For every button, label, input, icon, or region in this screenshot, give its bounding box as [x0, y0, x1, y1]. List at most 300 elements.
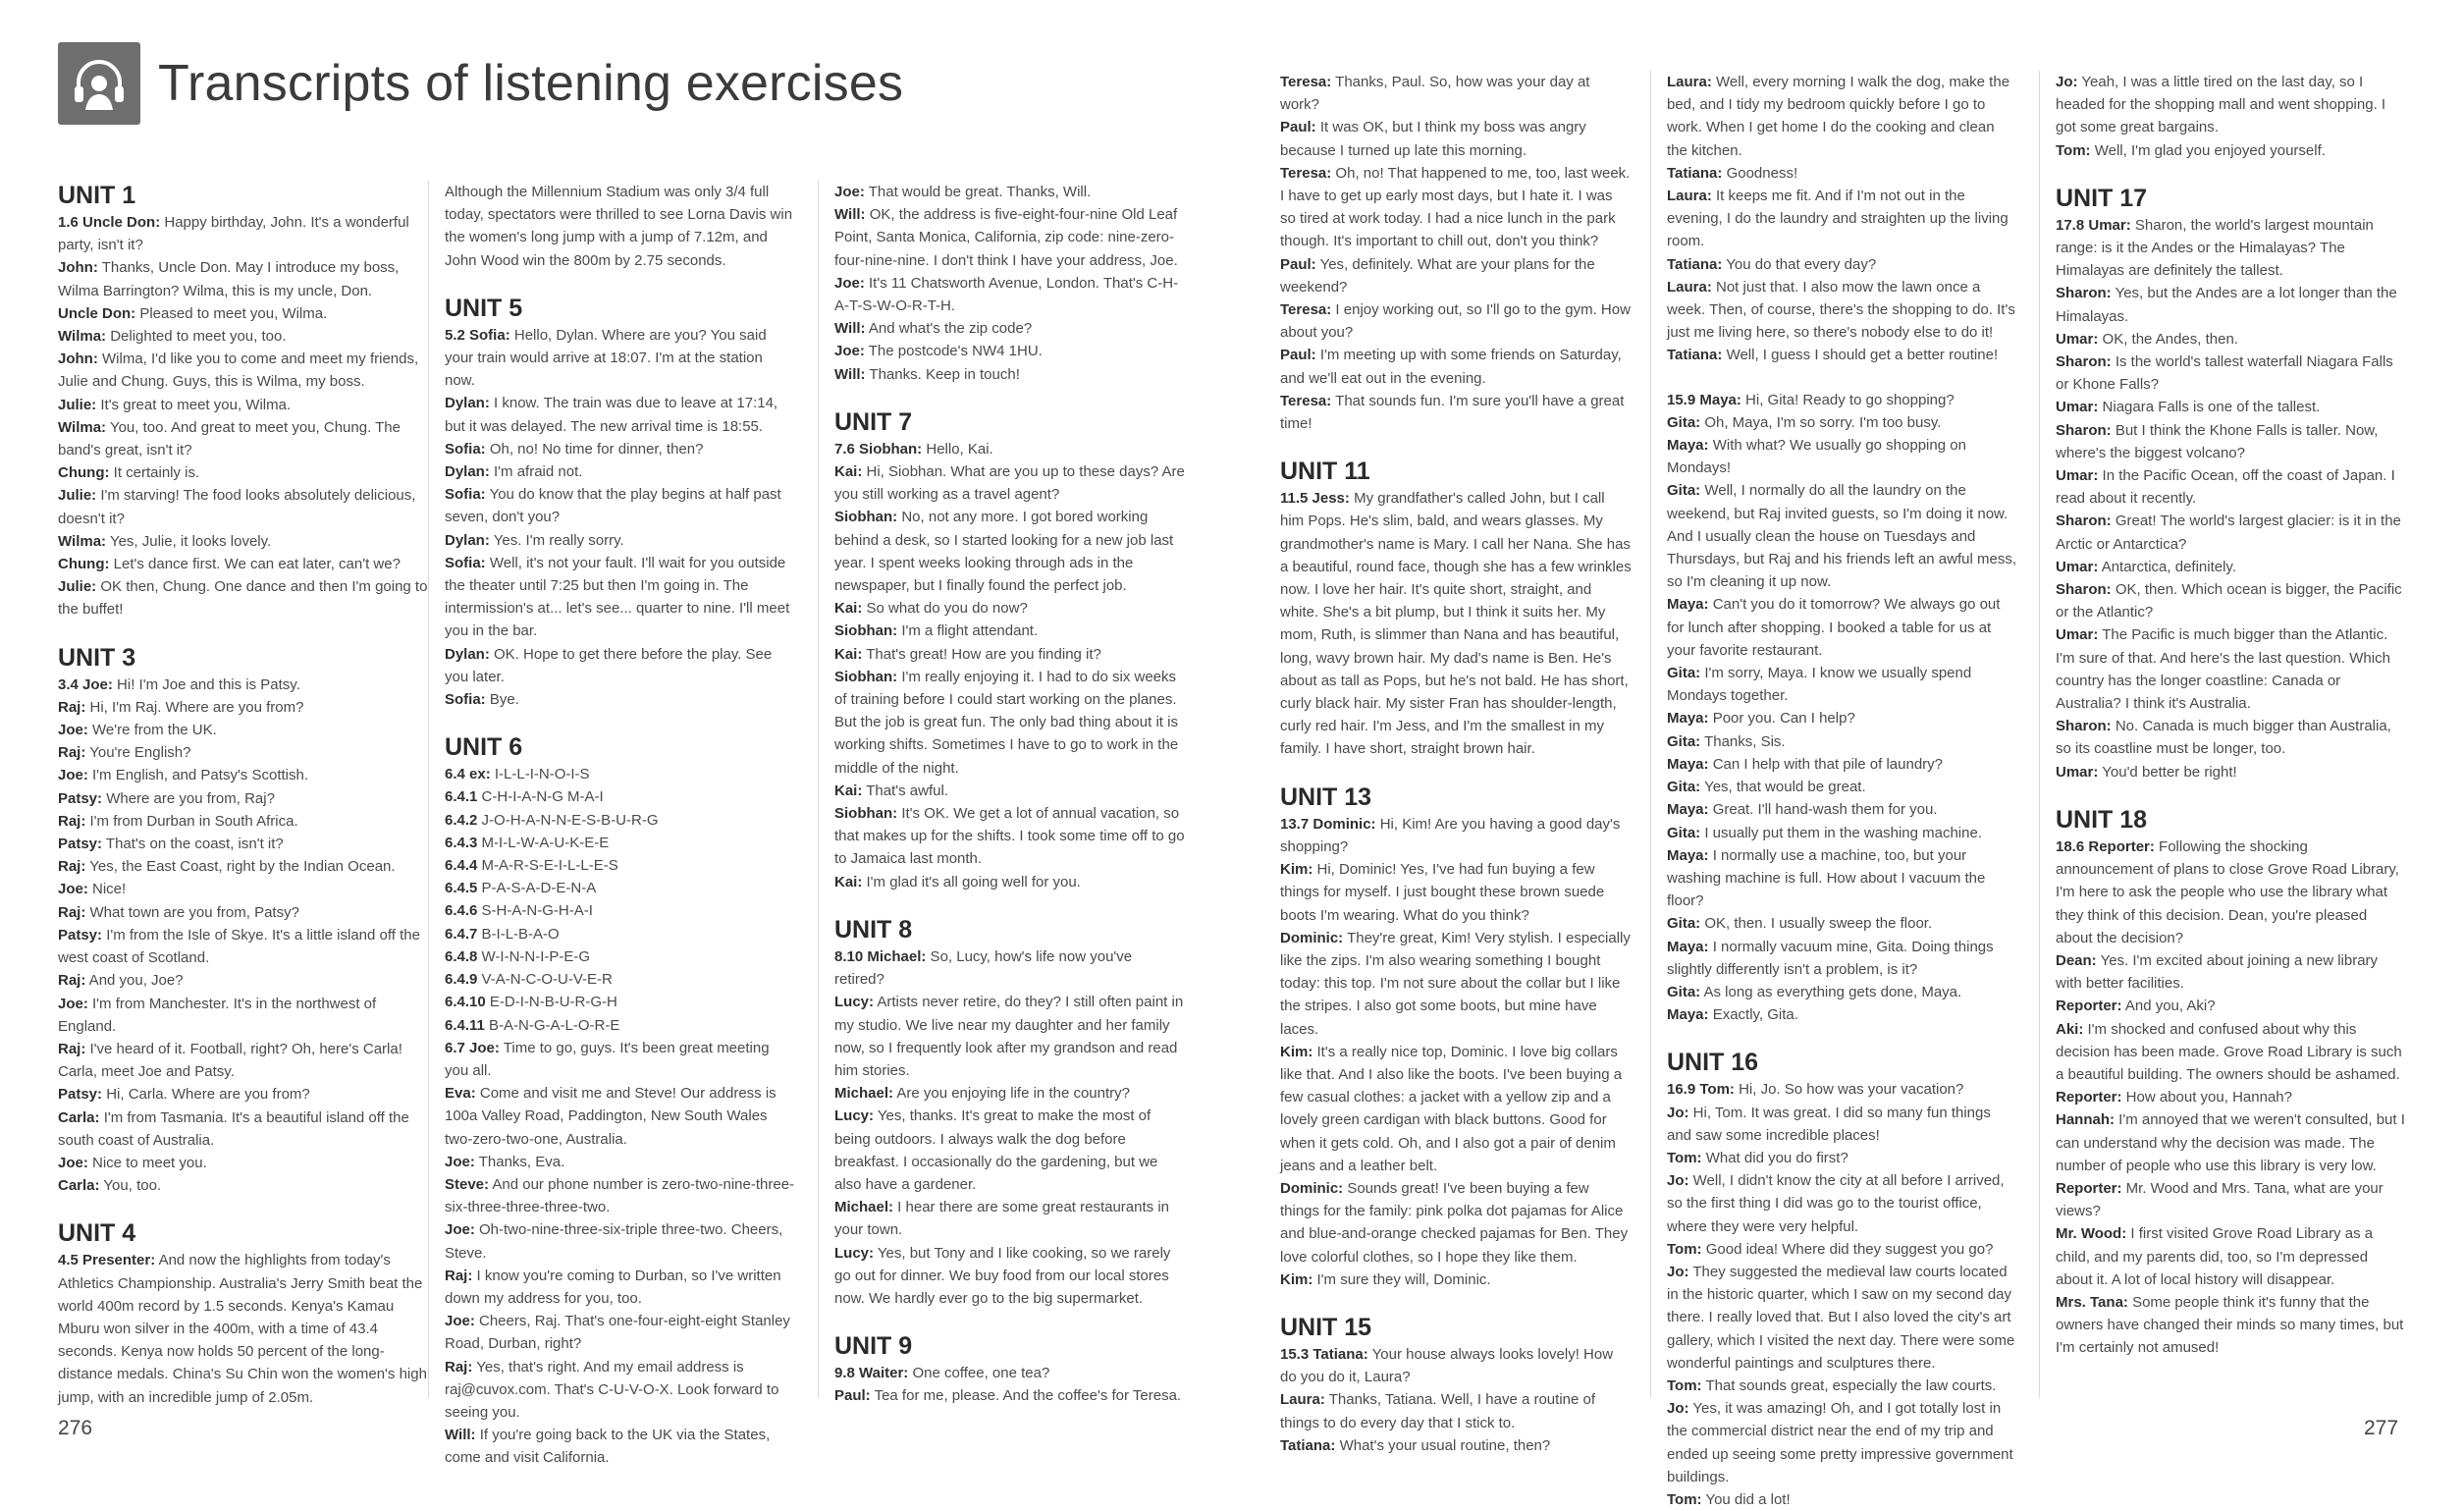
speaker-label: Maya: [1667, 437, 1709, 455]
spoken-text: Thanks, Eva. [474, 1153, 565, 1170]
transcript-line [58, 810, 431, 833]
spoken-text: Are you enjoying life in the country? [893, 1085, 1130, 1103]
speaker-label: Umar: [2056, 558, 2099, 575]
speaker-label: 6.4.5 [445, 880, 478, 897]
transcript-line [58, 1083, 431, 1106]
transcript-line [834, 991, 1186, 1082]
speaker-label: Tom: [1667, 1240, 1702, 1258]
speaker-label: Jo: [1667, 1400, 1689, 1418]
speaker-label: Sharon: [2056, 285, 2112, 302]
spoken-text: Thanks, Uncle Don. May I introduce my boss, Wilma Barrington? Wilma, this is my uncle, Don. [58, 259, 400, 299]
spoken-text: What did you do first? [1701, 1149, 1848, 1166]
spoken-text: B-I-L-B-A-O [477, 925, 560, 943]
spoken-text: I'm from Tasmania. It's a beautiful island off the south coast of Australia. [58, 1108, 409, 1149]
transcript-line [445, 968, 796, 991]
spoken-text: Oh-two-nine-three-six-triple three-two. Cheers, Steve. [445, 1221, 783, 1262]
spoken-text: If you're going back to the UK via the States, come and visit California. [445, 1427, 771, 1467]
spoken-text: E-D-I-N-B-U-R-G-H [485, 994, 617, 1011]
transcript-line [834, 643, 1186, 666]
spoken-text: That would be great. Thanks, Will. [864, 184, 1092, 200]
spoken-text: And what's the zip code? [865, 320, 1033, 338]
spoken-text: M-A-R-S-E-I-L-L-E-S [477, 857, 618, 875]
transcript-line [58, 553, 431, 575]
spoken-text: And you, Aki? [2121, 998, 2216, 1015]
spoken-text: I'm starving! The food looks absolutely delicious, doesn't it? [58, 487, 416, 527]
transcript-line [2056, 761, 2407, 783]
transcript-line [58, 325, 431, 348]
speaker-label: Kai: [834, 600, 863, 618]
transcript-line [1667, 185, 2018, 253]
spoken-text: That's awful. [862, 782, 948, 799]
unit-heading: UNIT 5 [445, 294, 523, 322]
transcript-line [2056, 328, 2407, 351]
speaker-label: Laura: [1667, 278, 1712, 296]
speaker-label: Sofia: [445, 440, 486, 458]
speaker-label: Carla: [58, 1177, 100, 1195]
spoken-text: And you, Joe? [85, 972, 184, 990]
transcript-line [58, 1038, 431, 1083]
spoken-text: Hi, Siobhan. What are you up to these days? Are you still working as a travel agent? [834, 463, 1185, 504]
spoken-text: Wilma, I'd like you to come and meet my friends, Julie and Chung. Guys, this is Wilma, my boss. [58, 351, 419, 391]
transcript-line [1667, 1147, 2018, 1169]
spoken-text: So what do you do now? [862, 600, 1028, 618]
speaker-label: Maya: [1667, 801, 1709, 819]
speaker-label: Paul: [1280, 255, 1316, 273]
transcript-line [1280, 1343, 1632, 1388]
spoken-text: Where are you from, Raj? [102, 789, 275, 807]
transcript-line [58, 1106, 431, 1152]
speaker-label: Umar: [2056, 399, 2099, 416]
spoken-text: It's 11 Chatsworth Avenue, London. That's C-H-A-T-S-W-O-R-T-H. [834, 274, 1179, 315]
spoken-text: With what? We usually go shopping on Mondays! [1667, 437, 1966, 477]
speaker-label: 11.5 Jess: [1280, 490, 1350, 508]
transcript-line [58, 211, 431, 256]
spoken-text: I'm from the Isle of Skye. It's a little island off the west coast of Scotland. [58, 926, 420, 967]
speaker-label: Patsy: [58, 1086, 103, 1104]
spoken-text: Hello, Kai. [922, 440, 993, 458]
speaker-label: Wilma: [58, 418, 107, 436]
transcript-line [2056, 949, 2407, 995]
speaker-label: 1.6 Uncle Don: [58, 214, 161, 231]
transcript-line [445, 438, 796, 460]
transcript-line [2056, 715, 2407, 760]
speaker-label: 6.7 Joe: [445, 1039, 500, 1056]
transcript-line [445, 324, 796, 393]
transcript-line [2056, 556, 2407, 578]
transcript-line [1667, 776, 2018, 798]
speaker-label: Joe: [834, 274, 865, 292]
transcript-line [1667, 593, 2018, 662]
spoken-text: They suggested the medieval law courts located in the historic quarter, which I saw on my second day there. I really loved that. But I also loved the city's art gallery, which I visited the next day. There were some wonderful paintings and sculptures there. [1667, 1263, 2015, 1372]
spoken-text: Hello, Dylan. Where are you? You said your train would arrive at 18:07. I'm at the station now. [445, 326, 767, 390]
transcript-line [445, 945, 796, 968]
spoken-text: Is the world's tallest waterfall Niagara Falls or Khone Falls? [2056, 353, 2393, 394]
speaker-label: 6.4.1 [445, 788, 478, 806]
speaker-label: Joe: [58, 881, 88, 898]
spoken-text: I'm annoyed that we weren't consulted, but I can understand why the decision was made. The number of people who use this library is very low. [2056, 1111, 2405, 1174]
transcript-line [58, 787, 431, 810]
spoken-text: Yes, thanks. It's great to make the most of being outdoors. I always walk the dog before breakfast. I occasionally do the gardening, but we also have a gardener. [834, 1107, 1158, 1193]
speaker-label: Kim: [1280, 861, 1313, 879]
spoken-text: It was OK, but I think my boss was angry because I turned up late this morning. [1280, 119, 1586, 159]
transcript-line [2056, 836, 2407, 949]
spoken-text: OK, then. I usually sweep the floor. [1700, 915, 1933, 933]
speaker-label: Julie: [58, 396, 97, 413]
speaker-label: Reporter: [2056, 1089, 2122, 1106]
speaker-label: Gita: [1667, 983, 1701, 1000]
transcript-line [1280, 1434, 1632, 1457]
spoken-text: That sounds great, especially the law courts. [1701, 1376, 1997, 1394]
transcript-line [1667, 753, 2018, 776]
spoken-text: Yeah, I was a little tired on the last day, so I headed for the shopping mall and went shopping. I got some great bargains. [2056, 74, 2386, 136]
spoken-text: They're great, Kim! Very stylish. I especially like the zips. I'm also wearing something I bought today: this top. I'm not sure about the collar but I like the stripes. I also got some boots, but mine have laces. [1280, 929, 1631, 1038]
transcript-line [1667, 1238, 2018, 1261]
transcript-line [834, 1362, 1186, 1384]
transcript-column-5 [1650, 71, 2018, 1508]
speaker-label: Will: [834, 206, 866, 224]
speaker-label: 16.9 Tom: [1667, 1081, 1735, 1099]
spoken-text: Nice! [87, 881, 127, 898]
transcript-line [834, 438, 1186, 460]
unit-heading: UNIT 8 [834, 915, 913, 944]
transcript-line [1667, 411, 2018, 434]
spoken-text: You did a lot! [1701, 1490, 1791, 1508]
speaker-label: Joe: [58, 995, 88, 1012]
transcript-line [445, 1151, 796, 1173]
transcript-line [58, 719, 431, 741]
spoken-text: Yes, but Tony and I like cooking, so we rarely go out for dinner. We buy food from our local stores now. We hardly ever go to the big supermarket. [834, 1244, 1171, 1307]
transcript-line [445, 832, 796, 854]
speaker-label: Joe: [445, 1153, 475, 1170]
speaker-label: Sofia: [445, 691, 486, 709]
transcript-line [445, 643, 796, 688]
spoken-text: That's on the coast, isn't it? [102, 836, 284, 853]
transcript-line [834, 597, 1186, 620]
headphones-icon [58, 42, 140, 125]
speaker-label: 17.8 Umar: [2056, 216, 2131, 234]
transcript-line [58, 348, 431, 393]
speaker-label: Teresa: [1280, 74, 1332, 90]
speaker-label: 6.4.7 [445, 925, 478, 943]
spoken-text: I'm sorry, Maya. I know we usually spend Mondays together. [1667, 665, 1972, 705]
speaker-label: Joe: [58, 1154, 88, 1171]
spoken-text: Thanks. Keep in touch! [865, 365, 1020, 383]
spoken-text: Happy birthday, John. It's a wonderful party, isn't it? [58, 214, 409, 254]
transcript-line [1667, 662, 2018, 707]
spoken-text: One coffee, one tea? [908, 1365, 1050, 1382]
spoken-text: My grandfather's called John, but I call him Pops. He's slim, bald, and wears glasses. My grandmother's name is Mary. I call her Nana. She has a beautiful, round face, though she has a few wrinkles now. I love her hair. It's quite short, straight, and white. She's a bit plump, but I think it suits her. My mom, Ruth, is slimmer than Nana and has beautiful, long, wavy brown hair. My dad's name is Ben. He's about as tall as Pops, but he's not bald. He has short, curly black hair. My sister Fran has shoulder-length, curly red hair. I'm Jess, and I'm the smallest in my family. I have short, straight brown hair. [1280, 490, 1632, 758]
spoken-text: I'm English, and Patsy's Scottish. [87, 767, 309, 784]
speaker-label: Will: [834, 365, 866, 383]
speaker-label: 3.4 Joe: [58, 675, 113, 693]
transcript-line [1667, 71, 2018, 162]
transcript-line [58, 1152, 431, 1174]
speaker-label: 9.8 Waiter: [834, 1365, 909, 1382]
spoken-text: I normally use a machine, too, but your washing machine is full. How about I vacuum the floor? [1667, 846, 1986, 910]
spoken-text: Thanks, Tatiana. Well, I have a routine of things to do every day that I stick to. [1280, 1391, 1596, 1431]
speaker-label: Aki: [2056, 1020, 2084, 1038]
spoken-text: And our phone number is zero-two-nine-three-six-three-three-three-two. [445, 1175, 795, 1216]
spoken-text: OK then, Chung. One dance and then I'm going to the buffet! [58, 578, 428, 619]
spoken-text: It keeps me fit. And if I'm not out in the evening, I do the laundry and straighten up the living room. [1667, 188, 2009, 250]
spoken-text: It's a really nice top, Dominic. I love big collars like that. And I also like the boots. I've been buying a few casual clothes: a jacket with a yellow zip and a lovely green cardigan with black buttons. Good for when it gets cold. Oh, and I also got a pair of denim jeans and a leather belt. [1280, 1043, 1623, 1174]
spoken-text: I enjoy working out, so I'll go to the gym. How about you? [1280, 301, 1631, 342]
section-gap [1667, 367, 2018, 389]
transcript-line [445, 1173, 796, 1218]
transcript-line [445, 1037, 796, 1082]
transcript-line [445, 991, 796, 1013]
unit-heading: UNIT 11 [1280, 458, 1370, 486]
transcript-line [58, 741, 431, 764]
spoken-text: We're from the UK. [87, 722, 217, 739]
speaker-label: 6.4.6 [445, 902, 478, 920]
transcript-line [1667, 434, 2018, 479]
page-number-right: 277 [2364, 1417, 2399, 1439]
spoken-text: Oh, no! That happened to me, too, last week. I have to get up early most days, but I hate it. I was so tired at work today. I had a nice lunch in the park though. It's important to chill out, don't you think? [1280, 164, 1631, 250]
speaker-label: Chung: [58, 464, 110, 482]
transcript-line [58, 530, 431, 553]
spoken-text: Sounds great! I've been buying a few things for the family: pink polka dot pajamas for Alice and blue-and-orange checked pajamas for Ben. They love colorful clothes, so I hope they like them. [1280, 1179, 1629, 1266]
spoken-text: I'm sure they will, Dominic. [1312, 1270, 1491, 1288]
transcript-line [1667, 822, 2018, 844]
spoken-text: That sounds fun. I'm sure you'll have a great time! [1280, 392, 1625, 433]
spoken-text: Antarctica, definitely. [2098, 558, 2236, 575]
speaker-label: Umar: [2056, 330, 2099, 348]
speaker-label: Dylan: [445, 645, 490, 663]
speaker-label: 6.4.10 [445, 994, 486, 1011]
speaker-label: Dylan: [445, 395, 490, 412]
speaker-label: Gita: [1667, 915, 1701, 933]
spoken-text: Nice to meet you. [87, 1154, 207, 1171]
speaker-label: Sharon: [2056, 581, 2112, 599]
spoken-text: J-O-H-A-N-N-E-S-B-U-R-G [477, 811, 659, 829]
speaker-label: Lucy: [834, 1244, 875, 1262]
speaker-label: 6.4.2 [445, 811, 478, 829]
spoken-text: OK, the address is five-eight-four-nine Old Leaf Point, Santa Monica, California, zip code: nine-zero-four-nine-nine. I don't think I have your address, Joe. [834, 206, 1178, 269]
transcript-line [58, 256, 431, 301]
speaker-label: 18.6 Reporter: [2056, 837, 2155, 855]
transcript-line [1280, 813, 1632, 858]
spoken-text: Sharon, the world's largest mountain range: is it the Andes or the Himalayas? The Himalayas are definitely the tallest. [2056, 216, 2374, 280]
spoken-text: Great. I'll hand-wash them for you. [1708, 801, 1938, 819]
spoken-text: Yes, Julie, it looks lovely. [106, 532, 272, 550]
spoken-text: Pleased to meet you, Wilma. [135, 304, 328, 322]
unit-heading: UNIT 4 [58, 1219, 136, 1248]
spoken-text: You're English? [85, 744, 191, 762]
transcript-line [445, 785, 796, 808]
spoken-text: Yes, definitely. What are your plans for the weekend? [1280, 255, 1595, 296]
speaker-label: Paul: [1280, 347, 1316, 364]
transcript-line [58, 969, 431, 992]
speaker-label: Teresa: [1280, 301, 1332, 319]
transcript-line [1280, 298, 1632, 344]
speaker-label: Siobhan: [834, 668, 898, 685]
spoken-text: Yes, but the Andes are a lot longer than the Himalayas. [2056, 285, 2397, 325]
unit-heading: UNIT 7 [834, 407, 913, 436]
transcript-line [834, 1196, 1186, 1241]
transcript-line [1280, 927, 1632, 1041]
transcript-line [2056, 464, 2407, 510]
transcript-line [445, 1218, 796, 1264]
unit-heading: UNIT 17 [2056, 184, 2148, 212]
speaker-label: Siobhan: [834, 805, 898, 823]
transcript-line [58, 416, 431, 461]
speaker-label: Tom: [1667, 1490, 1702, 1508]
transcript-line [58, 924, 431, 969]
speaker-label: Gita: [1667, 413, 1701, 431]
speaker-label: Steve: [445, 1175, 490, 1193]
spoken-text: I'm from Manchester. It's in the northwest of England. [58, 995, 377, 1035]
spoken-text: The postcode's NW4 1HU. [864, 343, 1043, 360]
transcript-column-4 [1280, 71, 1632, 1454]
transcript-line [2056, 1086, 2407, 1108]
spoken-text: Tea for me, please. And the coffee's for Teresa. [870, 1387, 1182, 1405]
transcript-line [2056, 419, 2407, 464]
transcript-line [58, 484, 431, 529]
speaker-label: Eva: [445, 1085, 476, 1103]
transcript-line [1667, 479, 2018, 593]
spoken-text: Well, I guess I should get a better routine! [1722, 347, 1999, 364]
speaker-label: Jo: [1667, 1263, 1689, 1280]
speaker-label: Dylan: [445, 463, 490, 481]
speaker-label: 15.9 Maya: [1667, 391, 1741, 408]
spoken-text: How about you, Hannah? [2121, 1089, 2292, 1106]
spoken-text: You do know that the play begins at half past seven, don't you? [445, 486, 781, 526]
speaker-label: 7.6 Siobhan: [834, 440, 923, 458]
speaker-label: John: [58, 259, 98, 277]
speaker-label: Sharon: [2056, 513, 2112, 530]
speaker-label: Sofia: [445, 486, 486, 504]
spoken-text: Well, I normally do all the laundry on the weekend, but Raj invited guests, so I'm doing it now. And I usually clean the house on Tuesdays and Thursdays, but Raj and his friends left an awful mess, so I'm cleaning it up now. [1667, 482, 2017, 591]
transcript-line [834, 620, 1186, 642]
speaker-label: Jo: [1667, 1172, 1689, 1190]
spoken-text: Yes, the East Coast, right by the Indian Ocean. [85, 858, 396, 876]
transcript-line [2056, 1108, 2407, 1177]
speaker-label: Hannah: [2056, 1111, 2115, 1129]
transcript-line [1667, 844, 2018, 913]
spoken-text: You'd better be right! [2098, 763, 2237, 781]
spoken-text: Hi, Jo. So how was your vacation? [1734, 1081, 1964, 1099]
spoken-text: Exactly, Gita. [1708, 1006, 1798, 1024]
transcript-line [1280, 390, 1632, 435]
speaker-label: Raj: [58, 972, 86, 990]
transcript-line [834, 1384, 1186, 1407]
speaker-label: 6.4.9 [445, 971, 478, 989]
speaker-label: Kai: [834, 782, 863, 799]
transcript-line [1667, 1003, 2018, 1026]
speaker-label: Tom: [2056, 141, 2091, 159]
speaker-label: Tatiana: [1280, 1436, 1336, 1454]
speaker-label: Raj: [58, 1040, 86, 1057]
speaker-label: John: [58, 351, 98, 368]
transcript-line [1667, 276, 2018, 345]
speaker-label: Uncle Don: [58, 304, 136, 322]
spoken-text: Some people think it's funny that the owners have changed their minds so many times, but I'm certainly not amused! [2056, 1293, 2404, 1357]
speaker-label: Sharon: [2056, 718, 2112, 735]
speaker-label: 6.4 ex: [445, 766, 491, 783]
spoken-text: Hi, Gita! Ready to go shopping? [1741, 391, 1955, 408]
spoken-text: It's great to meet you, Wilma. [96, 396, 292, 413]
speaker-label: Laura: [1280, 1391, 1325, 1409]
speaker-label: Reporter: [2056, 1179, 2122, 1197]
transcript-line [58, 833, 431, 855]
speaker-label: Raj: [58, 858, 86, 876]
spoken-text: OK, the Andes, then. [2098, 330, 2238, 348]
speaker-label: Dean: [2056, 951, 2097, 969]
spoken-text: I usually put them in the washing machine. [1700, 824, 1982, 841]
spoken-text: OK, then. Which ocean is bigger, the Pacific or the Atlantic? [2056, 581, 2402, 621]
speaker-label: Wilma: [58, 328, 107, 346]
speaker-label: Maya: [1667, 846, 1709, 864]
unit-heading: UNIT 3 [58, 643, 136, 672]
spoken-text: Artists never retire, do they? I still often paint in my studio. We live near my daughter and her family now, so I frequently look after my grandson and read him stories. [834, 994, 1184, 1079]
spoken-text: The Pacific is much bigger than the Atlantic. I'm sure of that. And here's the last question. Which country has the longer coastline: Canada or Australia? I think it's Australia. [2056, 626, 2390, 713]
unit-heading: UNIT 13 [1280, 782, 1372, 811]
spoken-text: It's OK. We get a lot of annual vacation, so that makes up for the shifts. I took some time off to go to Jamaica last month. [834, 805, 1185, 868]
speaker-label: Raj: [445, 1267, 473, 1284]
spoken-text: W-I-N-N-I-P-E-G [477, 947, 591, 965]
spoken-text: I'm really enjoying it. I had to do six weeks of training before I could start working on the planes. But the job is great fun. The only bad thing about it is working shifts. Sometimes I have to go to work in the middle of the night. [834, 668, 1179, 777]
transcript-line [445, 181, 796, 272]
spoken-text: Time to go, guys. It's been great meeting you all. [445, 1039, 770, 1079]
spoken-text: Mr. Wood and Mrs. Tana, what are your views? [2056, 1179, 2384, 1220]
spoken-text: What's your usual routine, then? [1335, 1436, 1551, 1454]
spoken-text: Hi, I'm Raj. Where are you from? [85, 698, 304, 716]
transcript-line [1667, 730, 2018, 753]
speaker-label: Umar: [2056, 763, 2099, 781]
speaker-label: Mr. Wood: [2056, 1225, 2127, 1243]
transcript-line [445, 460, 796, 483]
transcript-line [834, 340, 1186, 362]
speaker-label: Kai: [834, 873, 863, 890]
speaker-label: Julie: [58, 578, 97, 596]
spoken-text: C-H-I-A-N-G M-A-I [477, 788, 604, 806]
spoken-text: I hear there are some great restaurants in your town. [834, 1199, 1169, 1239]
spoken-text: I normally vacuum mine, Gita. Doing things slightly differently isn't a problem, is it? [1667, 938, 1994, 978]
transcript-line [2056, 1291, 2407, 1360]
page-header [58, 41, 903, 126]
spoken-text: Oh, Maya, I'm so sorry. I'm too busy. [1700, 413, 1942, 431]
spoken-text: Hi, Tom. It was great. I did so many fun things and saw some incredible places! [1667, 1104, 1991, 1144]
speaker-label: Sharon: [2056, 353, 2112, 371]
transcript-line [445, 923, 796, 945]
transcript-line [1667, 1488, 2018, 1511]
speaker-label: Raj: [58, 744, 86, 762]
transcript-line [834, 945, 1186, 991]
transcript-line [1667, 981, 2018, 1003]
spoken-text: V-A-N-C-O-U-V-E-R [477, 971, 613, 989]
speaker-label: Lucy: [834, 994, 875, 1011]
transcript-line [834, 871, 1186, 893]
transcript-line [2056, 139, 2407, 162]
transcript-line [58, 302, 431, 325]
transcript-line [1280, 1177, 1632, 1268]
transcript-line [58, 461, 431, 484]
transcript-line [1280, 162, 1632, 253]
transcript-line [1280, 344, 1632, 389]
speaker-label: Kai: [834, 463, 863, 481]
transcript-line [1667, 1397, 2018, 1488]
spoken-text: Great! The world's largest glacier: is it in the Arctic or Antarctica? [2056, 513, 2401, 553]
transcript-line [834, 1105, 1186, 1196]
transcript-line [58, 764, 431, 786]
transcript-line [58, 696, 431, 719]
speaker-label: Dylan: [445, 531, 490, 549]
transcript-line [1667, 936, 2018, 981]
spoken-text: Can I help with that pile of laundry? [1708, 755, 1944, 773]
spoken-text: I'm afraid not. [489, 463, 583, 481]
transcript-line [2056, 396, 2407, 418]
